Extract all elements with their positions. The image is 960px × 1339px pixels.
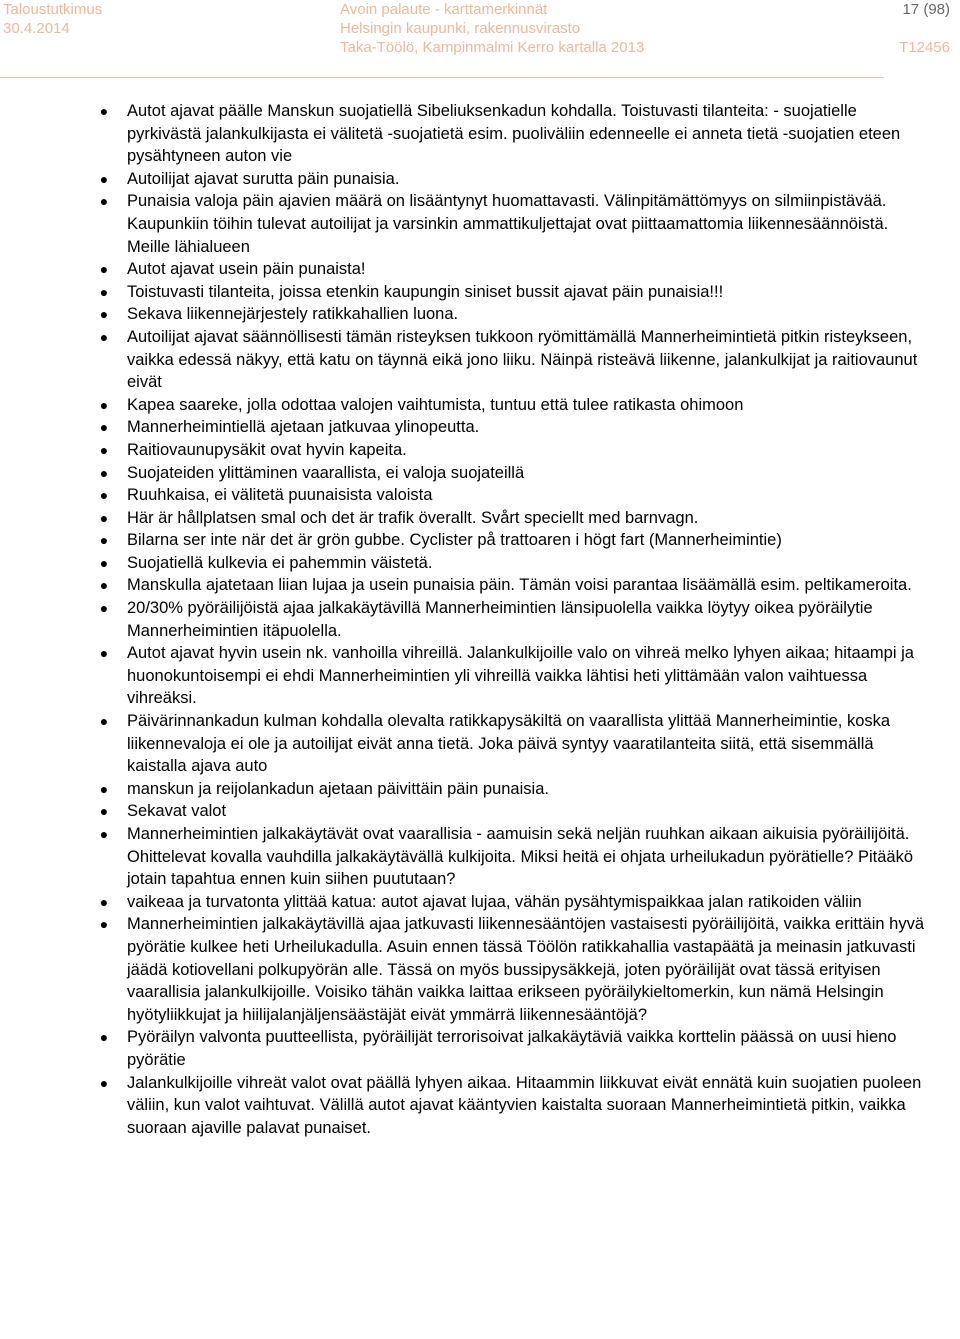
feedback-item (97, 642, 927, 710)
bullet-icon: ● (99, 645, 109, 662)
feedback-text: Pyöräilyn valvonta puutteellista, pyöräilijät terrorisoivat jalkakäytäviä vaikka korttelin päässä on uusi hieno pyörätie (127, 1028, 897, 1069)
feedback-text: Mannerheimintien jalkakäytävillä ajaa jatkuvasti liikennesääntöjen vastaisesti pyöräilijöitä, vaikka erittäin hyvä pyörätie kulkee heti Urheilukadulla. Asuin ennen tässä Töölön ratikkahallia vastapäätä ja meinasin jatkuvasti jäädä kotiovellani polkupyörän alle. Tässä on myös bussipysäkkejä, joten pyöräilijät ovat tässä erityisen vaarallisia jalankulkijoille. Voisiko tähän vaikka laittaa erikseen pyöräilykieltomerkin, kun nämä Helsingin hyötyliikkujat ja hiilijalanjäljensäästäjät eivät ymmärrä liikennesääntöjä? (127, 915, 924, 1024)
feedback-text: Autot ajavat hyvin usein nk. vanhoilla vihreillä. Jalankulkijoille valo on vihreä melko lyhyen aikaa; hitaampi ja huonokuntoisempi ei ehdi Mannerheimintien yli vihreillä vaikka lähtisi heti ylittämään valon vaihtuessa vihreäksi. (127, 644, 914, 708)
feedback-text: Autot ajavat usein päin punaista! (127, 260, 366, 279)
feedback-item (97, 258, 927, 281)
feedback-content (97, 100, 927, 1139)
document-code: T12456 (899, 39, 950, 56)
bullet-icon: ● (99, 306, 109, 323)
page-header (0, 0, 960, 80)
header-divider (0, 77, 884, 78)
feedback-text: 20/30% pyöräilijöistä ajaa jalkakäytävillä Mannerheimintien länsipuolella vaikka löytyy oikea pyöräilytie Mannerheimintien itäpuolella. (127, 599, 873, 640)
feedback-item (97, 778, 927, 801)
feedback-text: Sekavat valot (127, 802, 227, 821)
bullet-icon: ● (99, 554, 109, 571)
bullet-icon: ● (99, 713, 109, 730)
header-right (899, 0, 950, 57)
feedback-item (97, 484, 927, 507)
feedback-text: Päivärinnankadun kulman kohdalla olevalta ratikkapysäkiltä on vaarallista ylittää Mannerheimintie, koska liikennevaloja ei ole ja autoilijat eivät anna tietä. Joka päivä syntyy vaaratilanteita siitä, että sisemmällä kaistalla ajava auto (127, 712, 891, 776)
bullet-icon: ● (99, 464, 109, 481)
bullet-icon: ● (99, 193, 109, 210)
feedback-text: manskun ja reijolankadun ajetaan päivittäin päin punaisia. (127, 779, 549, 798)
feedback-text: Autoilijat ajavat säännöllisesti tämän risteyksen tukkoon ryömittämällä Mannerheimintietä pitkin risteykseen, vaikka edessä näkyy, että katu on täynnä eikä jono liiku. Näinpä risteävä liikenne, jalankulkijat ja raitiovaunut eivät (127, 327, 918, 392)
bullet-icon: ● (99, 103, 109, 119)
feedback-item (97, 416, 927, 439)
bullet-icon: ● (99, 916, 109, 933)
feedback-item (97, 552, 927, 575)
bullet-icon: ● (99, 261, 109, 278)
feedback-text: Kapea saareke, jolla odottaa valojen vaihtumista, tuntuu että tulee ratikasta ohimoon (127, 395, 744, 414)
bullet-icon: ● (99, 826, 109, 842)
feedback-text: vaikeaa ja turvatonta ylittää katua: autot ajavat lujaa, vähän pysähtymispaikkaa jalan ratikoiden väliin (127, 892, 862, 911)
bullet-icon: ● (99, 600, 109, 617)
bullet-icon: ● (99, 396, 109, 413)
page-number: 17 (98) (902, 1, 950, 18)
header-survey-name: Taka-Töölö, Kampinmalmi Kerro kartalla 2013 (340, 39, 645, 56)
feedback-item (97, 281, 927, 304)
feedback-item (97, 394, 927, 417)
feedback-item (97, 574, 927, 597)
feedback-text: Autoilijat ajavat surutta päin punaisia. (127, 169, 400, 188)
feedback-text: Ruuhkaisa, ei välitetä puunaisista valoista (127, 486, 433, 505)
header-report-title: Avoin palaute - karttamerkinnät (340, 1, 548, 18)
bullet-icon: ● (99, 1029, 109, 1046)
feedback-list (97, 100, 927, 1139)
feedback-item (97, 462, 927, 485)
header-company: Taloustutkimus (3, 1, 103, 18)
feedback-text: Punaisia valoja päin ajavien määrä on lisääntynyt huomattavasti. Välinpitämättömyys on silmiinpistävää. Kaupunkiin töihin tulevat autoilijat ja varsinkin ammattikuljettajat ovat piittaamattomia liikennesäännöistä. Meille lähialueen (127, 192, 889, 256)
feedback-text: Raitiovaunupysäkit ovat hyvin kapeita. (127, 440, 407, 459)
header-center (340, 0, 644, 57)
bullet-icon: ● (99, 532, 109, 549)
feedback-item (97, 1072, 927, 1140)
feedback-item (97, 1026, 927, 1071)
feedback-text: Jalankulkijoille vihreät valot ovat päällä lyhyen aikaa. Hitaammin liikkuvat eivät ennätä kuin suojatien puoleen väliin, kun valot vaihtuvat. Välillä autot ajavat kääntyvien kaistalta suoraan Mannerheimintietä pitkin, vaikka suoraan ajaville palavat punaiset. (127, 1073, 922, 1137)
feedback-item (97, 439, 927, 462)
bullet-icon: ● (99, 780, 109, 797)
feedback-text: Bilarna ser inte när det är grön gubbe. Cyclister på trattoaren i högt fart (Mannerheimintie) (127, 531, 782, 550)
feedback-text: Suojateiden ylittäminen vaarallista, ei valoja suojateillä (127, 463, 525, 482)
bullet-icon: ● (99, 577, 109, 594)
feedback-text: Manskulla ajatetaan liian lujaa ja usein punaisia päin. Tämän voisi parantaa lisäämällä esim. peltikameroita. (127, 576, 912, 595)
bullet-icon: ● (99, 803, 109, 820)
bullet-icon: ● (99, 328, 109, 345)
header-client: Helsingin kaupunki, rakennusvirasto (340, 20, 581, 37)
bullet-icon: ● (99, 441, 109, 458)
header-date: 30.4.2014 (3, 20, 70, 37)
feedback-item (97, 507, 927, 530)
bullet-icon: ● (99, 487, 109, 504)
feedback-text: Mannerheimintiellä ajetaan jatkuvaa ylinopeutta. (127, 418, 480, 437)
feedback-item (97, 190, 927, 258)
feedback-item (97, 168, 927, 191)
feedback-item (97, 597, 927, 642)
feedback-item (97, 800, 927, 823)
feedback-text: Suojatiellä kulkevia ei pahemmin väistetä. (127, 553, 433, 572)
feedback-item (97, 303, 927, 326)
bullet-icon: ● (99, 509, 109, 526)
feedback-text: Sekava liikennejärjestely ratikkahallien luona. (127, 305, 459, 324)
feedback-item (97, 823, 927, 891)
feedback-text: Autot ajavat päälle Manskun suojatiellä Sibeliuksenkadun kohdalla. Toistuvasti tilanteita: - suojatielle pyrkivästä jalankulkijasta ei välitetä -suojatietä esim. puoliväliin edenneelle ei anneta tietä -suojatien eteen pysähtyneen auton vie (127, 102, 901, 166)
feedback-item (97, 529, 927, 552)
bullet-icon: ● (99, 893, 109, 910)
feedback-item (97, 100, 927, 168)
bullet-icon: ● (99, 419, 109, 436)
bullet-icon: ● (99, 170, 109, 187)
feedback-text: Toistuvasti tilanteita, joissa etenkin kaupungin siniset bussit ajavat päin punaisia!!! (127, 282, 724, 301)
header-left (3, 0, 102, 38)
bullet-icon: ● (99, 283, 109, 300)
feedback-text: Mannerheimintien jalkakäytävät ovat vaarallisia - aamuisin sekä neljän ruuhkan aikaan aikuisia pyöräilijöitä. Ohittelevat kovalla vauhdilla jalkakäytävällä kulkijoita. Miksi heitä ei ohjata urheilukadun pyörätielle? Pitääkö jotain tapahtua ennen kuin siihen puututaan? (127, 825, 914, 889)
feedback-item (97, 710, 927, 778)
feedback-item (97, 913, 927, 1026)
feedback-text: Här är hållplatsen smal och det är trafik överallt. Svårt speciellt med barnvagn. (127, 508, 699, 527)
feedback-item (97, 326, 927, 394)
feedback-item (97, 891, 927, 914)
bullet-icon: ● (99, 1074, 109, 1091)
